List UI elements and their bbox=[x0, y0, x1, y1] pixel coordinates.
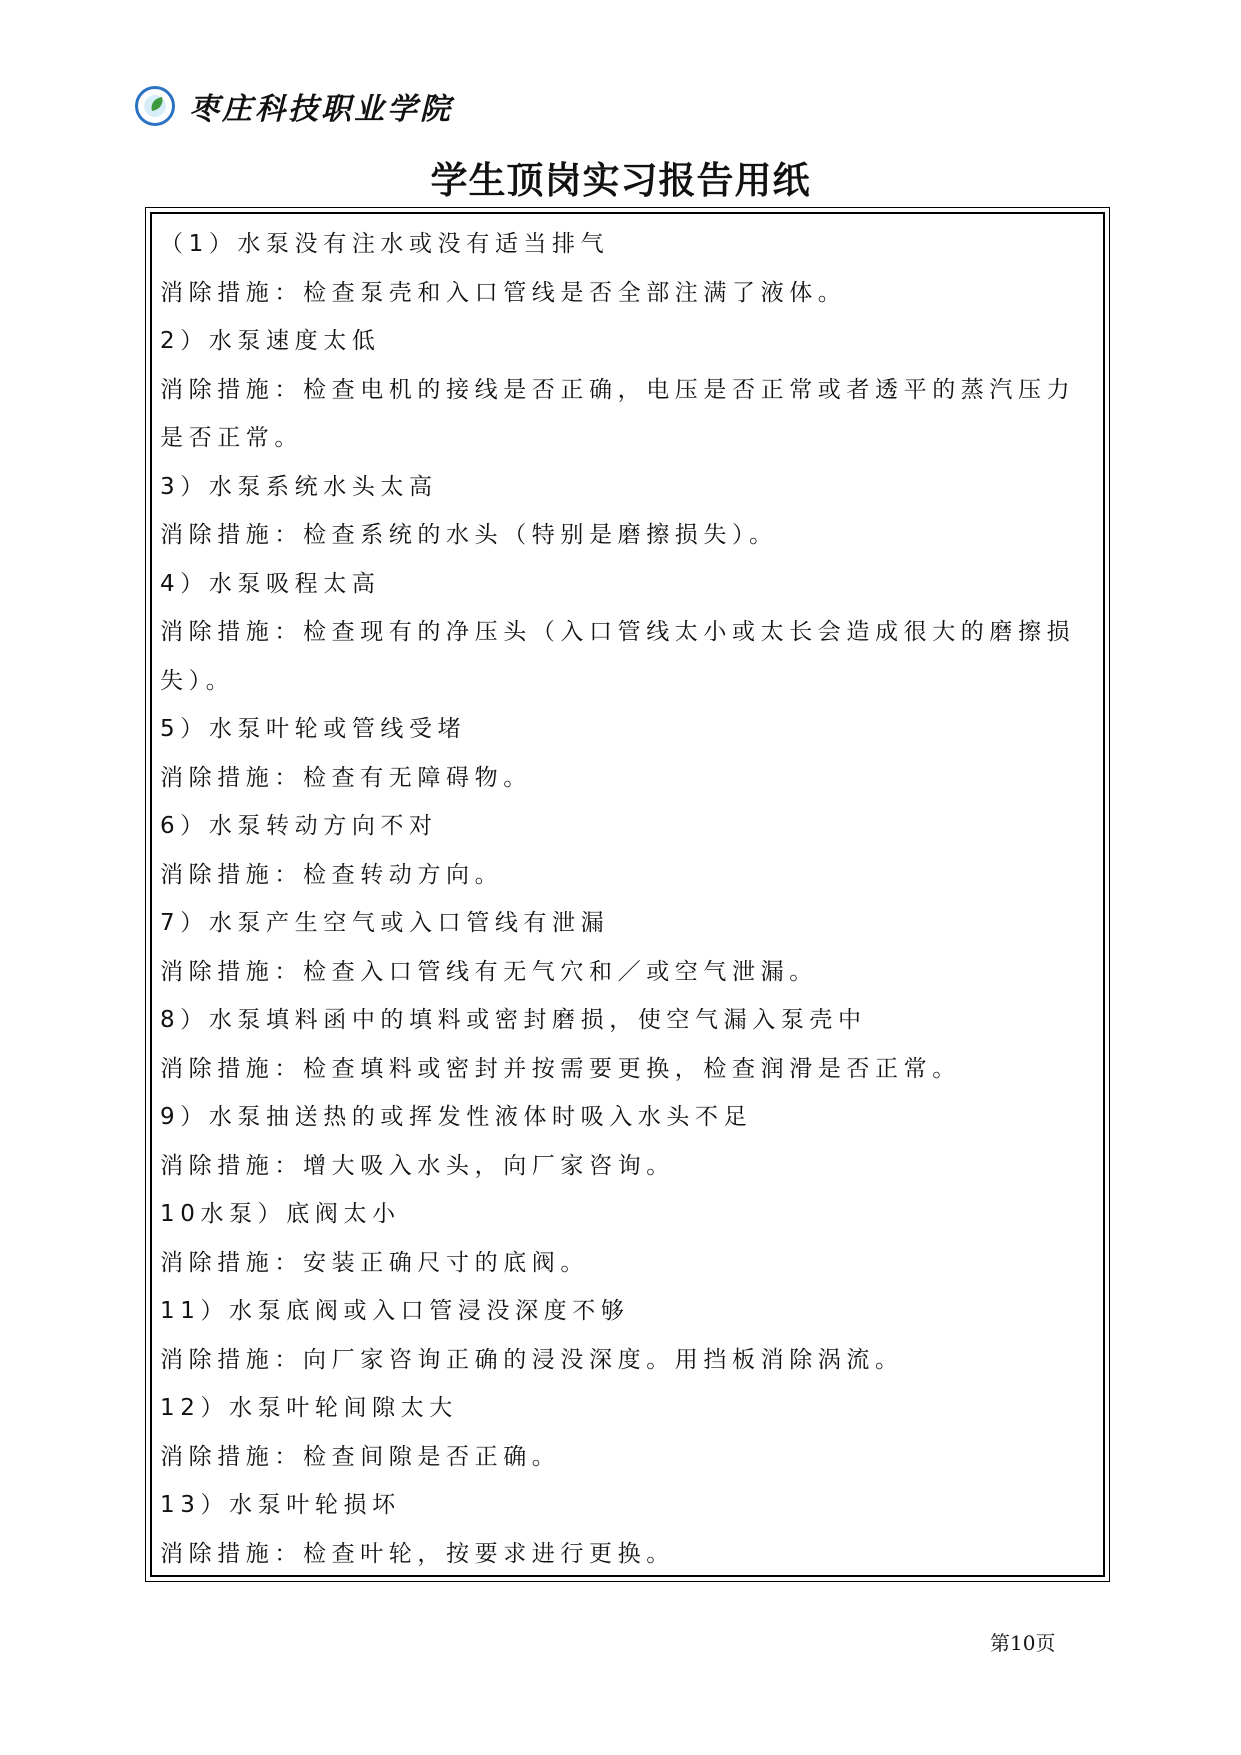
report-body bbox=[160, 220, 1099, 1578]
text-line: 5）水泵叶轮或管线受堵 bbox=[160, 716, 467, 742]
text-line: 消除措施：检查有无障碍物。 bbox=[160, 764, 532, 791]
text-line: 消除措施：安装正确尺寸的底阀。 bbox=[160, 1249, 589, 1276]
text-line: 7）水泵产生空气或入口管线有泄漏 bbox=[160, 910, 610, 936]
text-line: 4）水泵吸程太高 bbox=[160, 570, 381, 597]
text-line: （1）水泵没有注水或没有适当排气 bbox=[160, 231, 610, 257]
text-line: 2）水泵速度太低 bbox=[160, 328, 381, 354]
text-line: 消除措施：向厂家咨询正确的浸没深度。用挡板消除涡流。 bbox=[160, 1346, 904, 1373]
text-line: 8）水泵填料函中的填料或密封磨损，使空气漏入泵壳中 bbox=[160, 1007, 867, 1033]
text-line: 3）水泵系统水头太高 bbox=[160, 473, 438, 500]
text-line: 11）水泵底阀或入口管浸没深度不够 bbox=[160, 1298, 630, 1324]
school-emblem-icon bbox=[135, 86, 175, 126]
report-frame bbox=[145, 207, 1110, 1582]
text-line: 消除措施：增大吸入水头，向厂家咨询。 bbox=[160, 1152, 675, 1179]
page-title: 学生顶岗实习报告用纸 bbox=[430, 159, 811, 202]
text-line: 失）。 bbox=[160, 667, 235, 694]
text-line: 消除措施：检查间隙是否正确。 bbox=[160, 1443, 561, 1470]
text-line: 12）水泵叶轮间隙太大 bbox=[160, 1395, 458, 1421]
text-line: 消除措施：检查叶轮，按要求进行更换。 bbox=[160, 1540, 675, 1567]
text-line: 消除措施：检查填料或密封并按需要更换，检查润滑是否正常。 bbox=[160, 1055, 961, 1082]
text-line: 消除措施：检查现有的净压头（入口管线太小或太长会造成很大的磨擦损 bbox=[160, 619, 1076, 645]
text-line: 消除措施：检查泵壳和入口管线是否全部注满了液体。 bbox=[160, 279, 847, 306]
text-line: 消除措施：检查转动方向。 bbox=[160, 861, 504, 888]
text-line: 13）水泵叶轮损坏 bbox=[160, 1492, 401, 1518]
text-line: 消除措施：检查电机的接线是否正确，电压是否正常或者透平的蒸汽压力 bbox=[160, 376, 1076, 403]
text-line: 9）水泵抽送热的或挥发性液体时吸入水头不足 bbox=[160, 1104, 753, 1130]
text-line: 是否正常。 bbox=[160, 425, 303, 451]
page-header bbox=[135, 84, 453, 128]
page-number: 第10页 bbox=[990, 1631, 1056, 1655]
text-line: 消除措施：检查系统的水头（特别是磨擦损失）。 bbox=[160, 522, 778, 548]
text-line: 消除措施：检查入口管线有无气穴和／或空气泄漏。 bbox=[160, 958, 818, 985]
school-name: 枣庄科技职业学院 bbox=[189, 92, 453, 127]
text-line: 6）水泵转动方向不对 bbox=[160, 813, 438, 839]
text-line: 10水泵）底阀太小 bbox=[160, 1201, 401, 1227]
